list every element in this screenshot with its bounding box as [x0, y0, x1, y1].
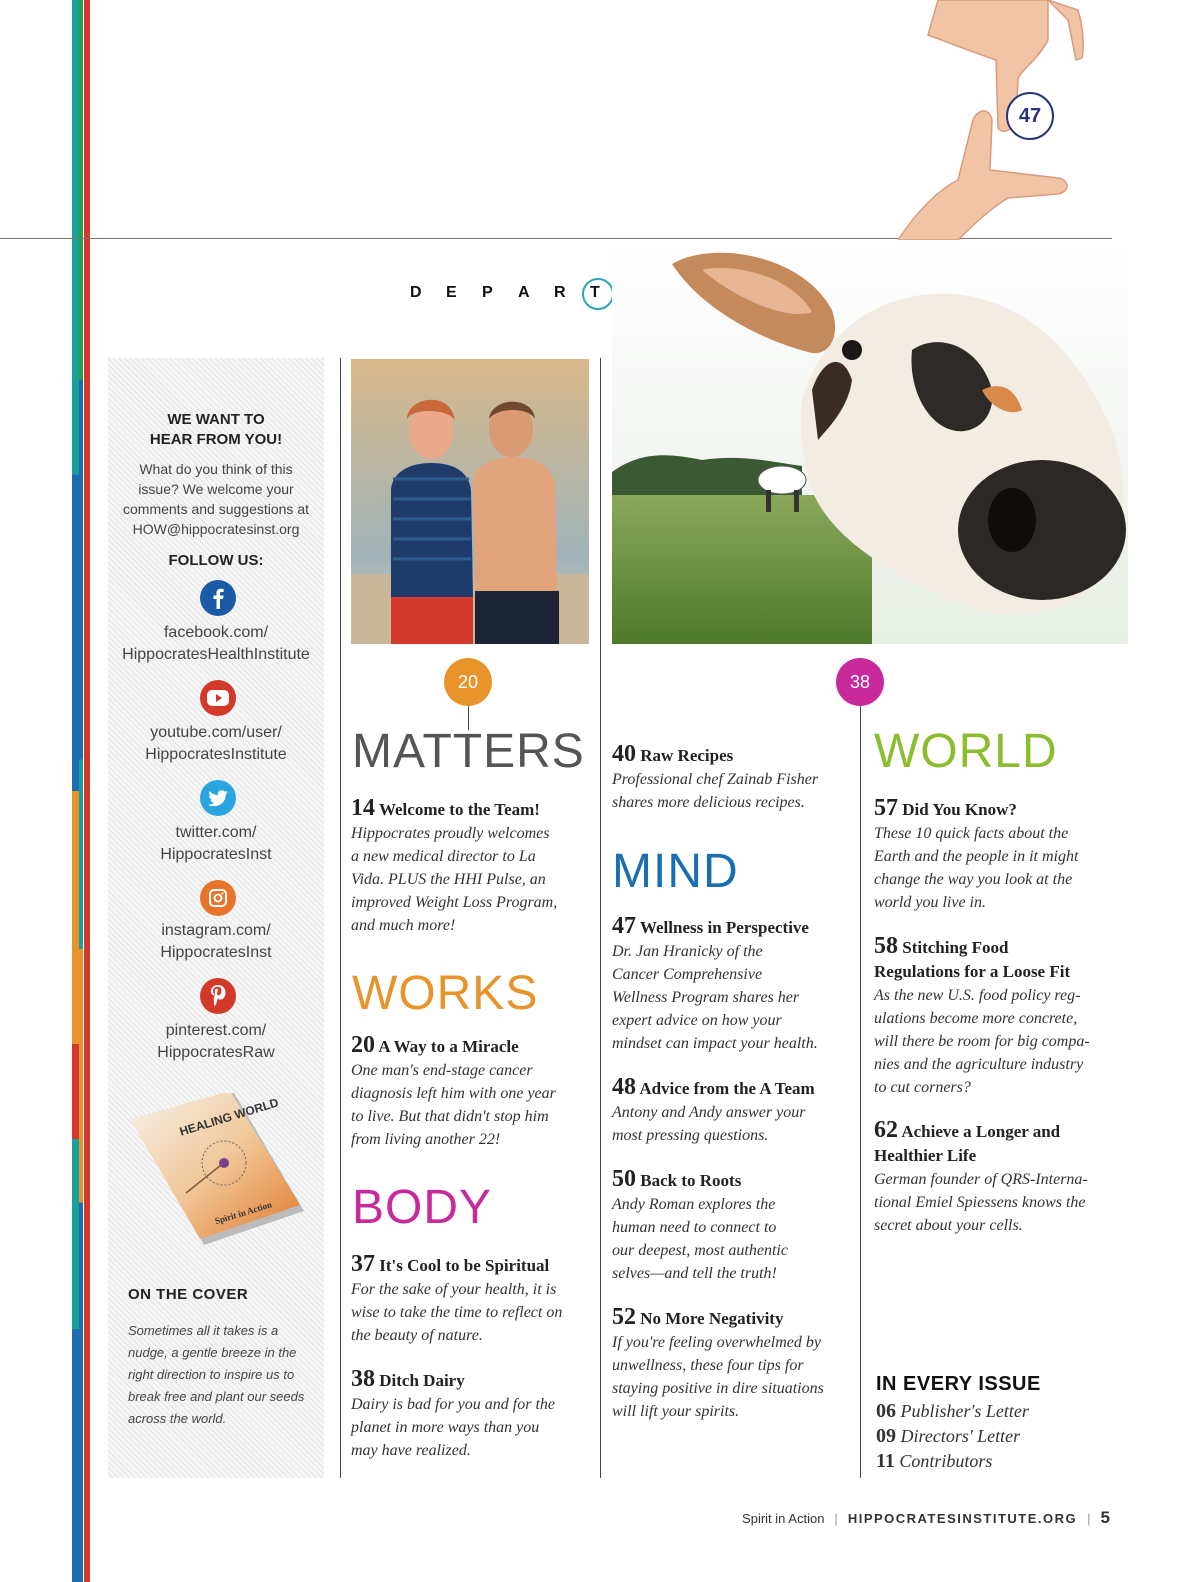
sidebar	[108, 358, 324, 1478]
instagram-link[interactable]: instagram.com/	[161, 922, 271, 939]
footer-website-link[interactable]: HIPPOCRATESINSTITUTE.ORG	[847, 1510, 1078, 1526]
departments-title: D E P A R T	[410, 284, 600, 301]
couple-photo[interactable]	[351, 359, 589, 644]
pinterest-icon[interactable]	[200, 978, 236, 1014]
instagram-icon[interactable]	[200, 880, 236, 916]
toc-item-48[interactable]: 48 Advice from the A Team Antony and Andy answer your most pressing questions.	[612, 1074, 815, 1144]
toc-item-58[interactable]: 58 Stitching Food Regulations for a Loose Fit As the new U.S. food policy reg- ulations become more concrete, will there be room for big compa- nies and the agriculture industry to cut corners?	[874, 933, 1090, 1096]
section-body: BODY	[352, 1181, 493, 1234]
cow-photo[interactable]	[612, 240, 1128, 644]
footer-separator: |	[834, 1510, 838, 1526]
toc-item-14[interactable]: 14 Welcome to the Team! Hippocrates proudly welcomes a new medical director to La Vida. PLUS the HHI Pulse, an improved Weight Loss Program, and much more!	[351, 795, 558, 934]
every-issue-item[interactable]: 06 Publisher's Letter	[876, 1400, 1029, 1422]
sidebar-heading-1: WE WANT TO	[167, 411, 265, 428]
cover-magazine-title: HEALING WORLD	[177, 1095, 281, 1139]
youtube-link[interactable]: youtube.com/user/	[150, 724, 282, 741]
column-divider	[340, 358, 341, 1478]
column-divider	[860, 706, 861, 1478]
page-footer	[742, 1508, 1110, 1528]
toc-item-37[interactable]: 37 It's Cool to be Spiritual For the sake of your health, it is wise to take the time to reflect on the beauty of nature.	[351, 1251, 563, 1344]
page-badge-38: 38	[836, 658, 884, 706]
section-matters: MATTERS	[352, 725, 585, 778]
cover-magazine-subtitle: Spirit in Action	[213, 1199, 274, 1227]
page-badge-20: 20	[444, 658, 492, 706]
toc-item-47[interactable]: 47 Wellness in Perspective Dr. Jan Hranicky of the Cancer Comprehensive Wellness Program shares her expert advice on how your mindset can impact your health.	[612, 913, 818, 1052]
sidebar-heading-2: HEAR FROM YOU!	[149, 431, 283, 448]
facebook-link[interactable]: facebook.com/	[163, 624, 269, 641]
youtube-link-handle[interactable]: HippocratesInstitute	[145, 746, 287, 763]
sidebar-intro-line: What do you think of this	[139, 461, 293, 477]
toc-item-20[interactable]: 20 A Way to a Miracle One man's end-stage cancer diagnosis left him with one year to live. But that didn't stop him from living another 22!	[351, 1032, 556, 1148]
section-world: WORLD	[874, 725, 1058, 778]
in-every-issue-heading: IN EVERY ISSUE	[876, 1373, 1041, 1395]
twitter-link[interactable]: twitter.com/	[175, 824, 257, 841]
page-number-badge: 47	[1006, 92, 1054, 140]
every-issue-item[interactable]: 11 Contributors	[876, 1450, 993, 1472]
section-mind: MIND	[612, 845, 739, 898]
footer-tagline: Spirit in Action	[742, 1510, 825, 1526]
twitter-link-handle[interactable]: HippocratesInst	[160, 846, 272, 863]
on-the-cover-heading: ON THE COVER	[128, 1286, 249, 1303]
pinterest-link-handle[interactable]: HippocratesRaw	[157, 1044, 275, 1061]
instagram-link-handle[interactable]: HippocratesInst	[160, 944, 272, 961]
toc-item-40[interactable]: 40 Raw Recipes Professional chef Zainab Fisher shares more delicious recipes.	[612, 741, 819, 811]
every-issue-item[interactable]: 09 Directors' Letter	[876, 1425, 1021, 1447]
footer-page-number: 5	[1100, 1508, 1110, 1527]
pinterest-link[interactable]: pinterest.com/	[165, 1022, 267, 1039]
follow-us-label: FOLLOW US:	[168, 552, 264, 569]
facebook-icon[interactable]	[200, 580, 236, 616]
sidebar-intro-line: comments and suggestions at	[123, 501, 309, 517]
toc-item-38[interactable]: 38 Ditch Dairy Dairy is bad for you and for the planet in more ways than you may have realized.	[351, 1366, 555, 1459]
toc-item-52[interactable]: 52 No More Negativity If you're feeling overwhelmed by unwellness, these four tips for staying positive in dire situations will lift your spirits.	[612, 1304, 824, 1420]
toc-item-57[interactable]: 57 Did You Know? These 10 quick facts about the Earth and the people in it might change the way you look at the world you live in.	[874, 795, 1079, 911]
magazine-cover-image[interactable]	[126, 1093, 306, 1263]
section-works: WORKS	[352, 967, 539, 1020]
toc-item-50[interactable]: 50 Back to Roots Andy Roman explores the human need to connect to our deepest, most authentic selves—and tell the truth!	[612, 1166, 788, 1282]
facebook-link-handle[interactable]: HippocratesHealthInstitute	[122, 646, 310, 663]
twitter-icon[interactable]	[200, 780, 236, 816]
sidebar-email-link[interactable]: HOW@hippocratesinst.org	[132, 521, 300, 537]
on-the-cover-text: Sometimes all it takes is a nudge, a gentle breeze in the right direction to inspire us to break free and plant our seeds across the world.	[128, 1323, 305, 1426]
sidebar-intro-line: issue? We welcome your	[138, 481, 294, 497]
youtube-icon[interactable]	[200, 680, 236, 716]
column-divider	[600, 358, 601, 1478]
toc-item-62[interactable]: 62 Achieve a Longer and Healthier Life German founder of QRS-Interna- tional Emiel Spiessens knows the secret about your cells.	[874, 1117, 1088, 1234]
footer-separator: |	[1087, 1510, 1091, 1526]
